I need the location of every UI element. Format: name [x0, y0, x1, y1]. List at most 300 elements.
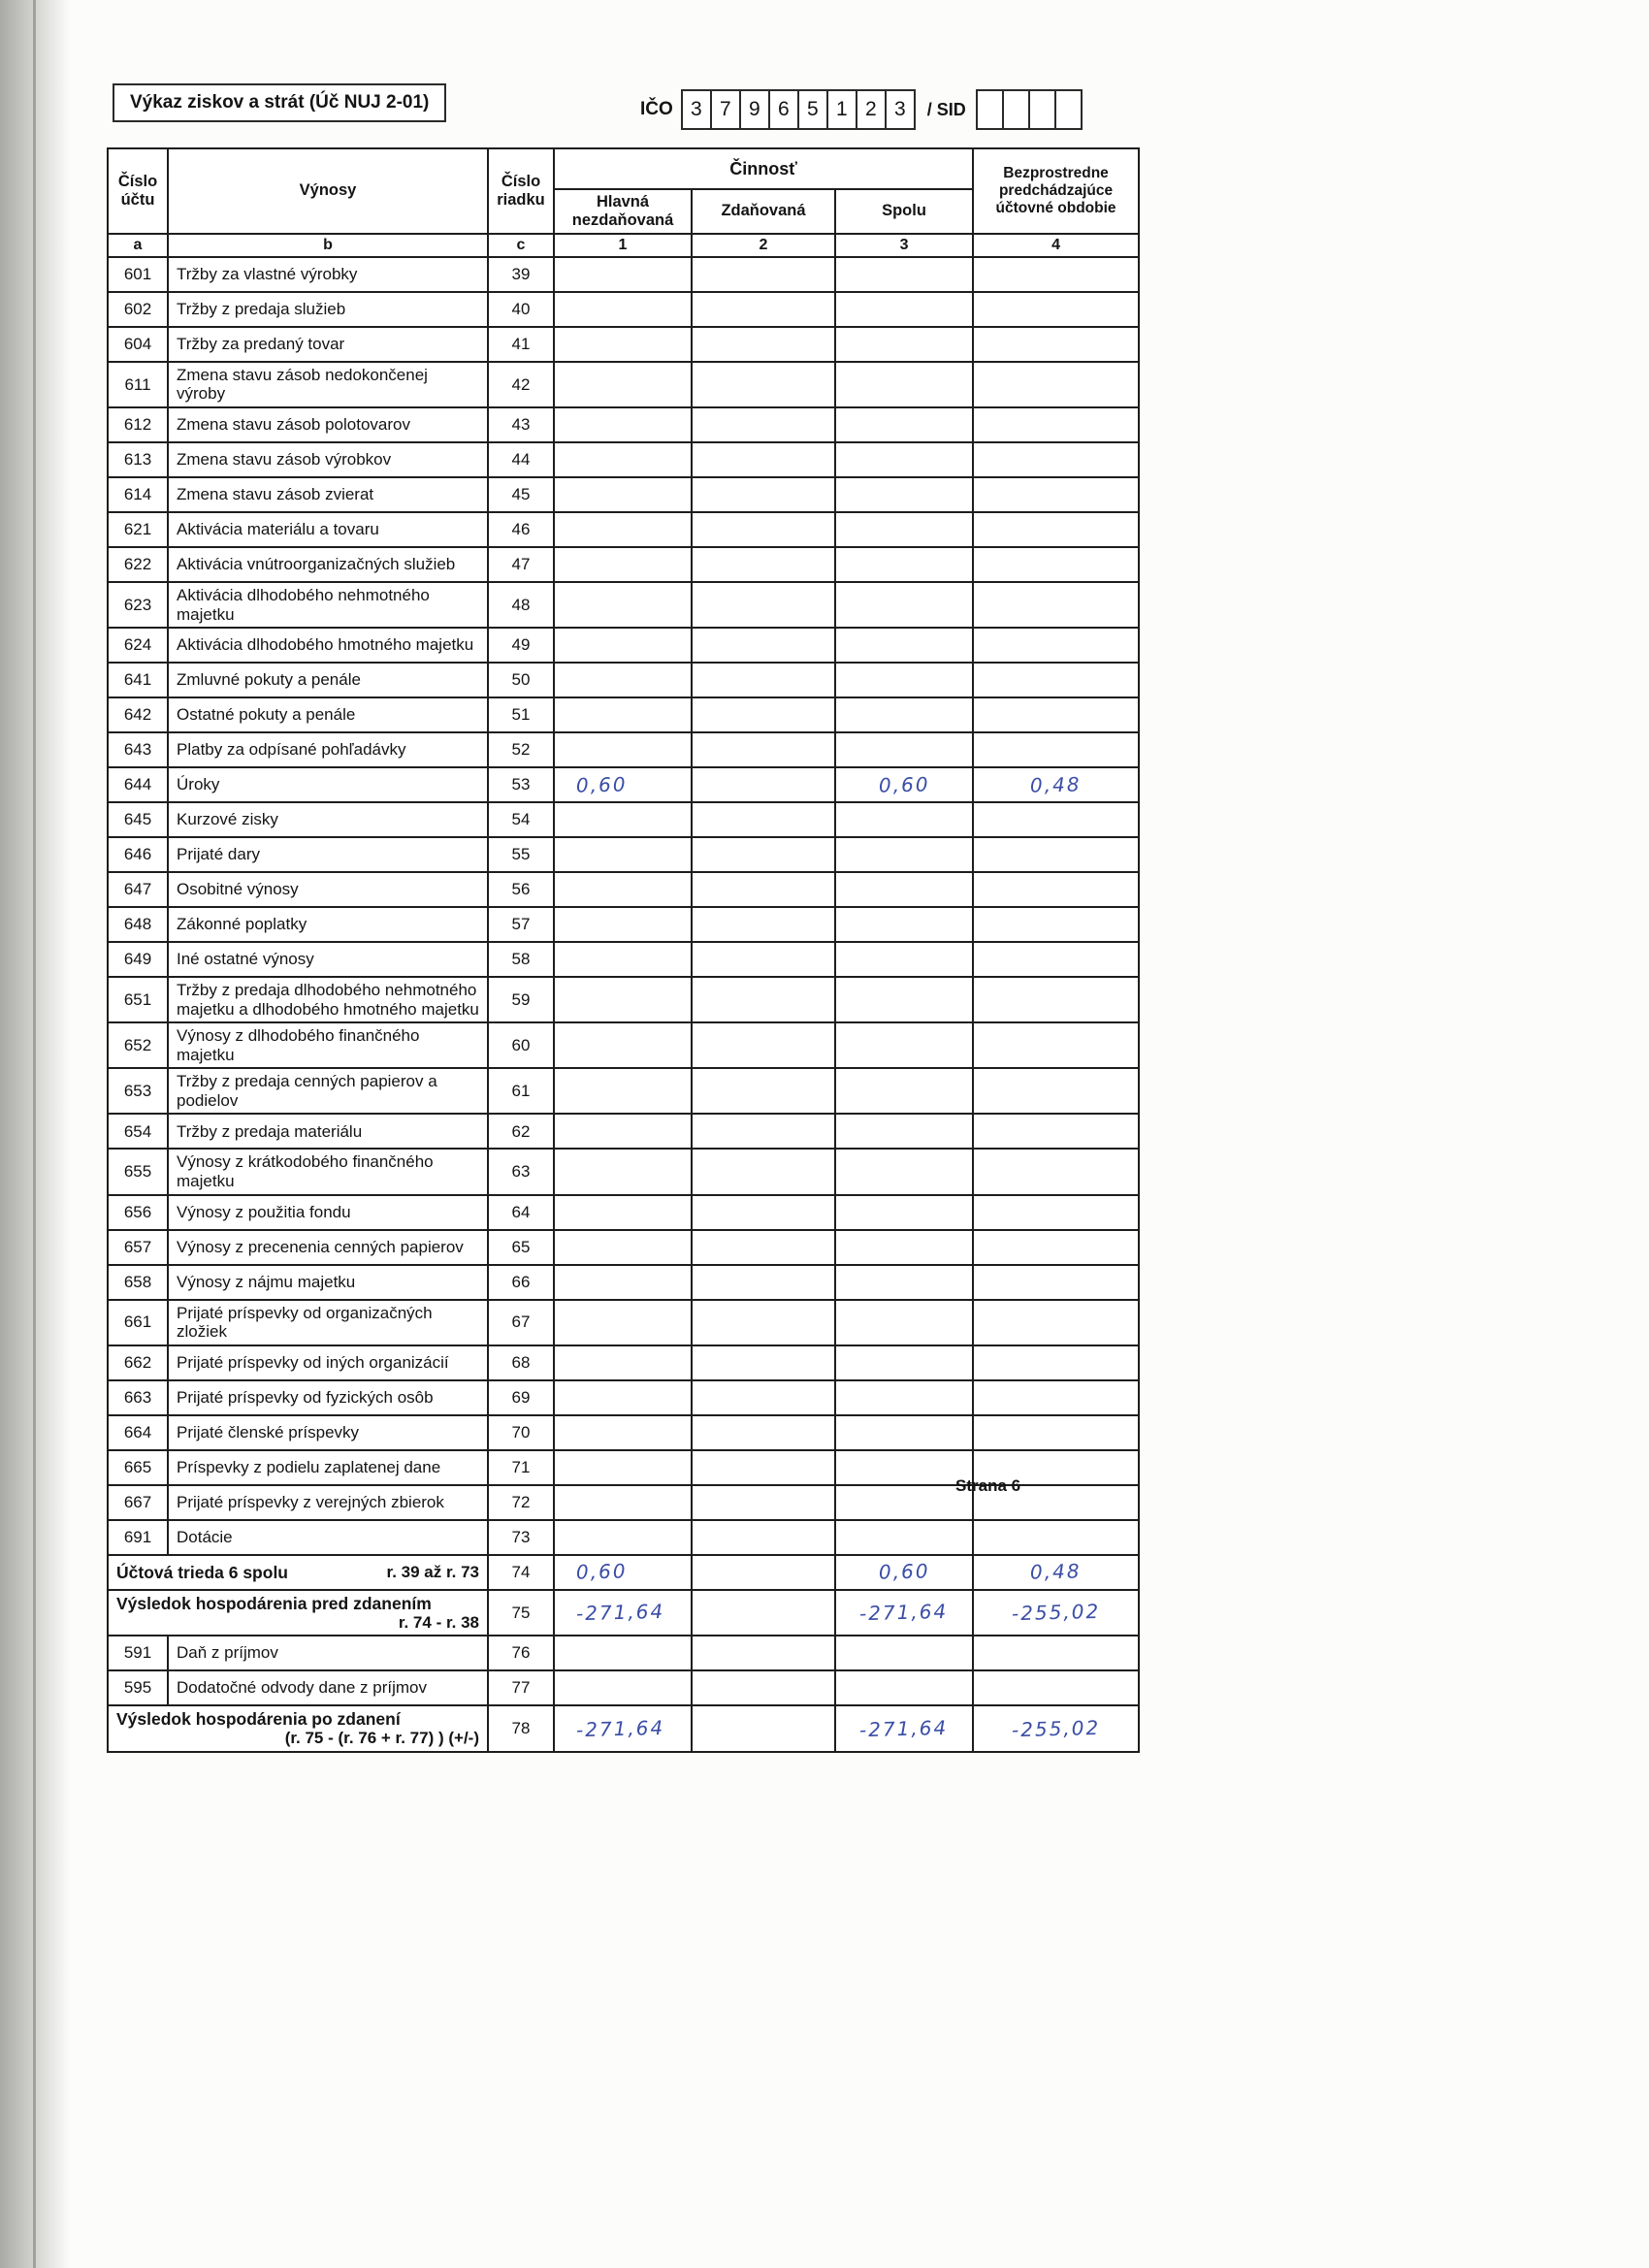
- account-number: 601: [108, 257, 168, 292]
- value-total: [835, 872, 973, 907]
- account-number: 663: [108, 1380, 168, 1415]
- sid-label: / SID: [926, 99, 966, 119]
- row-label: Platby za odpísané pohľadávky: [168, 732, 488, 767]
- row-title: [108, 1590, 488, 1636]
- row-label: Zmena stavu zásob zvierat: [168, 477, 488, 512]
- value-total: [835, 1022, 973, 1068]
- handwritten-value: -271,64: [575, 1599, 665, 1626]
- handwritten-value: -271,64: [859, 1599, 949, 1626]
- value-taxed: [692, 582, 835, 628]
- row-number: 52: [488, 732, 554, 767]
- scan-line-artifact: [33, 0, 36, 2268]
- row-label: Výsledok hospodárenia pred zdanením: [116, 1593, 432, 1613]
- value-main-untaxed: [554, 407, 692, 442]
- value-total: [835, 1380, 973, 1415]
- value-main-untaxed: [554, 1265, 692, 1300]
- value-previous-period: [973, 512, 1139, 547]
- form-title: Výkaz ziskov a strát (Úč NUJ 2-01): [113, 83, 446, 122]
- value-main-untaxed: [554, 907, 692, 942]
- table-row: [108, 1149, 1139, 1194]
- value-taxed: [692, 1380, 835, 1415]
- value-taxed: [692, 1590, 835, 1636]
- value-taxed: [692, 1450, 835, 1485]
- revenue-table: [107, 147, 1140, 1753]
- row-number: 59: [488, 977, 554, 1022]
- value-taxed: [692, 407, 835, 442]
- letter-3: 3: [835, 234, 973, 257]
- value-main-untaxed: [554, 1590, 692, 1636]
- letter-1: 1: [554, 234, 692, 257]
- value-total: [835, 362, 973, 407]
- table-row: [108, 1555, 1139, 1590]
- value-total: [835, 907, 973, 942]
- value-total: [835, 977, 973, 1022]
- row-label: Úroky: [168, 767, 488, 802]
- value-taxed: [692, 327, 835, 362]
- value-previous-period: [973, 977, 1139, 1022]
- table-row: [108, 767, 1139, 802]
- digit-box: 3: [887, 89, 916, 130]
- value-main-untaxed: [554, 872, 692, 907]
- row-label: Kurzové zisky: [168, 802, 488, 837]
- table-row: [108, 1300, 1139, 1345]
- value-taxed: [692, 1300, 835, 1345]
- page-number: Strana 6: [955, 1476, 1021, 1495]
- row-number: 50: [488, 663, 554, 697]
- account-number: 613: [108, 442, 168, 477]
- value-total: [835, 1415, 973, 1450]
- row-number: 68: [488, 1345, 554, 1380]
- table-row: [108, 327, 1139, 362]
- value-previous-period: [973, 1636, 1139, 1670]
- table-row: [108, 1415, 1139, 1450]
- value-taxed: [692, 837, 835, 872]
- value-taxed: [692, 1555, 835, 1590]
- table-row: [108, 407, 1139, 442]
- sid-boxes: [976, 89, 1083, 130]
- row-number: 46: [488, 512, 554, 547]
- value-taxed: [692, 697, 835, 732]
- account-number: 667: [108, 1485, 168, 1520]
- value-main-untaxed: [554, 1380, 692, 1415]
- row-label: Účtová trieda 6 spolu: [116, 1562, 288, 1582]
- row-number: 65: [488, 1230, 554, 1265]
- value-total: [835, 837, 973, 872]
- digit-box: 3: [681, 89, 712, 130]
- value-total: [835, 1485, 973, 1520]
- account-number: 654: [108, 1114, 168, 1149]
- row-label: Dodatočné odvody dane z príjmov: [168, 1670, 488, 1705]
- handwritten-value: 0,60: [575, 771, 628, 797]
- account-number: 641: [108, 663, 168, 697]
- col-header-total: Spolu: [835, 189, 973, 234]
- row-label: Výnosy z použitia fondu: [168, 1195, 488, 1230]
- value-main-untaxed: [554, 512, 692, 547]
- account-number: 591: [108, 1636, 168, 1670]
- row-label: Prijaté príspevky od fyzických osôb: [168, 1380, 488, 1415]
- table-row: [108, 257, 1139, 292]
- value-taxed: [692, 1415, 835, 1450]
- value-previous-period: [973, 362, 1139, 407]
- value-taxed: [692, 1149, 835, 1194]
- value-main-untaxed: [554, 1114, 692, 1149]
- account-number: 646: [108, 837, 168, 872]
- letter-c: c: [488, 234, 554, 257]
- account-number: 665: [108, 1450, 168, 1485]
- handwritten-value: 0,48: [1029, 1559, 1083, 1584]
- row-number: 43: [488, 407, 554, 442]
- row-number: 55: [488, 837, 554, 872]
- value-previous-period: [973, 1195, 1139, 1230]
- account-number: 656: [108, 1195, 168, 1230]
- account-number: 622: [108, 547, 168, 582]
- table-row: [108, 1265, 1139, 1300]
- value-main-untaxed: [554, 257, 692, 292]
- value-main-untaxed: [554, 697, 692, 732]
- table-row: [108, 547, 1139, 582]
- value-total: [835, 663, 973, 697]
- row-label: Tržby z predaja dlhodobého nehmotného majetku a dlhodobého hmotného majetku: [168, 977, 488, 1022]
- value-taxed: [692, 1636, 835, 1670]
- row-number: 54: [488, 802, 554, 837]
- value-taxed: [692, 1230, 835, 1265]
- account-number: 664: [108, 1415, 168, 1450]
- value-total: [835, 407, 973, 442]
- row-number: 77: [488, 1670, 554, 1705]
- value-main-untaxed: [554, 1670, 692, 1705]
- col-header-previous-period: Bezprostredne predchádzajúce účtovné obdobie: [973, 148, 1139, 234]
- row-label: Prijaté príspevky od iných organizácií: [168, 1345, 488, 1380]
- value-total: [835, 477, 973, 512]
- handwritten-value: 0,60: [878, 771, 930, 797]
- value-main-untaxed: [554, 663, 692, 697]
- value-total: [835, 628, 973, 663]
- value-previous-period: [973, 1415, 1139, 1450]
- value-main-untaxed: [554, 628, 692, 663]
- value-main-untaxed: [554, 732, 692, 767]
- value-main-untaxed: [554, 1636, 692, 1670]
- value-total: [835, 547, 973, 582]
- row-label: Aktivácia vnútroorganizačných služieb: [168, 547, 488, 582]
- value-previous-period: [973, 907, 1139, 942]
- table-row: [108, 1195, 1139, 1230]
- row-formula-ref: r. 39 až r. 73: [386, 1562, 479, 1581]
- table-row: [108, 362, 1139, 407]
- account-number: 602: [108, 292, 168, 327]
- account-number: 691: [108, 1520, 168, 1555]
- handwritten-value: -271,64: [575, 1715, 665, 1741]
- table-row: [108, 628, 1139, 663]
- digit-box: 6: [770, 89, 799, 130]
- value-taxed: [692, 1265, 835, 1300]
- handwritten-value: 0,48: [1029, 771, 1083, 797]
- value-previous-period: [973, 1705, 1139, 1752]
- row-label: Daň z príjmov: [168, 1636, 488, 1670]
- value-previous-period: [973, 663, 1139, 697]
- row-formula-ref: r. 74 - r. 38: [398, 1612, 479, 1632]
- value-taxed: [692, 1195, 835, 1230]
- value-main-untaxed: [554, 1485, 692, 1520]
- value-previous-period: [973, 1022, 1139, 1068]
- value-total: [835, 802, 973, 837]
- row-label: Zmena stavu zásob výrobkov: [168, 442, 488, 477]
- value-previous-period: [973, 628, 1139, 663]
- handwritten-value: 0,60: [878, 1559, 930, 1584]
- value-previous-period: [973, 1265, 1139, 1300]
- value-total: [835, 767, 973, 802]
- value-main-untaxed: [554, 1520, 692, 1555]
- value-main-untaxed: [554, 767, 692, 802]
- value-main-untaxed: [554, 1230, 692, 1265]
- ico-label: IČO: [640, 99, 673, 119]
- row-number: 76: [488, 1636, 554, 1670]
- row-label: Aktivácia dlhodobého hmotného majetku: [168, 628, 488, 663]
- digit-box: 7: [712, 89, 741, 130]
- row-label: Dotácie: [168, 1520, 488, 1555]
- value-total: [835, 1114, 973, 1149]
- value-total: [835, 1149, 973, 1194]
- value-previous-period: [973, 1149, 1139, 1194]
- row-number: 73: [488, 1520, 554, 1555]
- table-row: [108, 1114, 1139, 1149]
- value-previous-period: [973, 732, 1139, 767]
- row-label: Prijaté členské príspevky: [168, 1415, 488, 1450]
- value-previous-period: [973, 942, 1139, 977]
- account-number: 595: [108, 1670, 168, 1705]
- value-previous-period: [973, 477, 1139, 512]
- value-previous-period: [973, 407, 1139, 442]
- row-label: Zmluvné pokuty a penále: [168, 663, 488, 697]
- account-number: 623: [108, 582, 168, 628]
- table-row: [108, 582, 1139, 628]
- value-total: [835, 1590, 973, 1636]
- digit-box: 5: [799, 89, 828, 130]
- row-number: 40: [488, 292, 554, 327]
- row-number: 70: [488, 1415, 554, 1450]
- value-taxed: [692, 977, 835, 1022]
- value-taxed: [692, 512, 835, 547]
- value-total: [835, 582, 973, 628]
- value-previous-period: [973, 1114, 1139, 1149]
- account-number: 662: [108, 1345, 168, 1380]
- value-previous-period: [973, 257, 1139, 292]
- value-total: [835, 732, 973, 767]
- account-number: 614: [108, 477, 168, 512]
- value-previous-period: [973, 1670, 1139, 1705]
- digit-box: [976, 89, 1004, 130]
- table-row: [108, 1636, 1139, 1670]
- value-total: [835, 1068, 973, 1114]
- row-title: [108, 1705, 488, 1752]
- value-total: [835, 1520, 973, 1555]
- ico-boxes: [681, 89, 916, 130]
- value-main-untaxed: [554, 1149, 692, 1194]
- table-row: [108, 907, 1139, 942]
- value-main-untaxed: [554, 1415, 692, 1450]
- value-taxed: [692, 1670, 835, 1705]
- account-number: 651: [108, 977, 168, 1022]
- value-total: [835, 1670, 973, 1705]
- account-number: 612: [108, 407, 168, 442]
- table-row: [108, 512, 1139, 547]
- table-row: [108, 292, 1139, 327]
- account-number: 658: [108, 1265, 168, 1300]
- value-main-untaxed: [554, 1555, 692, 1590]
- row-title: [108, 1555, 488, 1590]
- value-total: [835, 1555, 973, 1590]
- row-label: Ostatné pokuty a penále: [168, 697, 488, 732]
- table-row: [108, 942, 1139, 977]
- row-number: 47: [488, 547, 554, 582]
- handwritten-value: -271,64: [859, 1715, 949, 1741]
- digit-box: [1056, 89, 1083, 130]
- letter-b: b: [168, 234, 488, 257]
- col-header-taxed: Zdaňovaná: [692, 189, 835, 234]
- value-total: [835, 1345, 973, 1380]
- table-row: [108, 1022, 1139, 1068]
- table-row: [108, 732, 1139, 767]
- row-label: Zmena stavu zásob polotovarov: [168, 407, 488, 442]
- value-main-untaxed: [554, 942, 692, 977]
- account-number: 655: [108, 1149, 168, 1194]
- digit-box: 2: [857, 89, 887, 130]
- value-total: [835, 327, 973, 362]
- value-main-untaxed: [554, 1195, 692, 1230]
- value-main-untaxed: [554, 442, 692, 477]
- account-number: 645: [108, 802, 168, 837]
- value-previous-period: [973, 1230, 1139, 1265]
- value-taxed: [692, 257, 835, 292]
- value-previous-period: [973, 327, 1139, 362]
- col-header-row-no: Číslo riadku: [488, 148, 554, 234]
- row-formula-ref: (r. 75 - (r. 76 + r. 77) ) (+/-): [284, 1729, 479, 1748]
- row-number: 63: [488, 1149, 554, 1194]
- value-previous-period: [973, 767, 1139, 802]
- table-row: [108, 477, 1139, 512]
- account-number: 661: [108, 1300, 168, 1345]
- letter-2: 2: [692, 234, 835, 257]
- row-label: Výnosy z dlhodobého finančného majetku: [168, 1022, 488, 1068]
- value-previous-period: [973, 1590, 1139, 1636]
- row-label: Výnosy z precenenia cenných papierov: [168, 1230, 488, 1265]
- table-row: [108, 442, 1139, 477]
- row-label: Prijaté príspevky od organizačných zložiek: [168, 1300, 488, 1345]
- row-number: 56: [488, 872, 554, 907]
- row-label: Zákonné poplatky: [168, 907, 488, 942]
- value-taxed: [692, 1114, 835, 1149]
- row-number: 74: [488, 1555, 554, 1590]
- value-taxed: [692, 942, 835, 977]
- table-row: [108, 1380, 1139, 1415]
- value-main-untaxed: [554, 477, 692, 512]
- row-label: Výsledok hospodárenia po zdanení: [116, 1709, 401, 1730]
- value-taxed: [692, 362, 835, 407]
- row-number: 42: [488, 362, 554, 407]
- value-previous-period: [973, 1380, 1139, 1415]
- row-label: Výnosy z nájmu majetku: [168, 1265, 488, 1300]
- table-row: [108, 1345, 1139, 1380]
- value-previous-period: [973, 837, 1139, 872]
- table-row: [108, 1230, 1139, 1265]
- table-row: [108, 697, 1139, 732]
- value-total: [835, 1265, 973, 1300]
- value-taxed: [692, 547, 835, 582]
- value-total: [835, 442, 973, 477]
- value-previous-period: [973, 1300, 1139, 1345]
- col-header-activity: Činnosť: [554, 148, 973, 189]
- value-main-untaxed: [554, 327, 692, 362]
- value-taxed: [692, 872, 835, 907]
- value-taxed: [692, 1705, 835, 1752]
- value-previous-period: [973, 547, 1139, 582]
- row-label: Tržby z predaja služieb: [168, 292, 488, 327]
- row-number: 45: [488, 477, 554, 512]
- header-row-1: [108, 148, 1139, 189]
- value-previous-period: [973, 1345, 1139, 1380]
- value-main-untaxed: [554, 802, 692, 837]
- value-main-untaxed: [554, 1345, 692, 1380]
- value-previous-period: [973, 1555, 1139, 1590]
- row-label: Zmena stavu zásob nedokončenej výroby: [168, 362, 488, 407]
- row-label: Tržby za predaný tovar: [168, 327, 488, 362]
- account-number: 624: [108, 628, 168, 663]
- table-row: [108, 1068, 1139, 1114]
- row-number: 78: [488, 1705, 554, 1752]
- account-number: 621: [108, 512, 168, 547]
- row-label: Príspevky z podielu zaplatenej dane: [168, 1450, 488, 1485]
- row-label: Osobitné výnosy: [168, 872, 488, 907]
- value-main-untaxed: [554, 837, 692, 872]
- account-number: 647: [108, 872, 168, 907]
- value-total: [835, 1450, 973, 1485]
- row-number: 60: [488, 1022, 554, 1068]
- value-total: [835, 1195, 973, 1230]
- value-total: [835, 1636, 973, 1670]
- value-main-untaxed: [554, 1068, 692, 1114]
- row-number: 49: [488, 628, 554, 663]
- row-number: 64: [488, 1195, 554, 1230]
- row-label: Aktivácia materiálu a tovaru: [168, 512, 488, 547]
- row-number: 67: [488, 1300, 554, 1345]
- account-number: 644: [108, 767, 168, 802]
- handwritten-value: -255,02: [1011, 1599, 1101, 1626]
- row-number: 48: [488, 582, 554, 628]
- value-main-untaxed: [554, 582, 692, 628]
- row-number: 75: [488, 1590, 554, 1636]
- value-taxed: [692, 477, 835, 512]
- col-header-revenues: Výnosy: [168, 148, 488, 234]
- row-label: Prijaté dary: [168, 837, 488, 872]
- digit-box: 1: [828, 89, 857, 130]
- revenue-table-body: [108, 257, 1139, 1752]
- account-number: 604: [108, 327, 168, 362]
- value-previous-period: [973, 442, 1139, 477]
- table-row: [108, 1590, 1139, 1636]
- value-taxed: [692, 1068, 835, 1114]
- account-number: 652: [108, 1022, 168, 1068]
- account-number: 649: [108, 942, 168, 977]
- row-number: 69: [488, 1380, 554, 1415]
- row-label: Aktivácia dlhodobého nehmotného majetku: [168, 582, 488, 628]
- row-label: Výnosy z krátkodobého finančného majetku: [168, 1149, 488, 1194]
- table-row: [108, 872, 1139, 907]
- value-taxed: [692, 442, 835, 477]
- value-taxed: [692, 767, 835, 802]
- row-number: 62: [488, 1114, 554, 1149]
- digit-box: [1004, 89, 1030, 130]
- value-taxed: [692, 1022, 835, 1068]
- value-total: [835, 1705, 973, 1752]
